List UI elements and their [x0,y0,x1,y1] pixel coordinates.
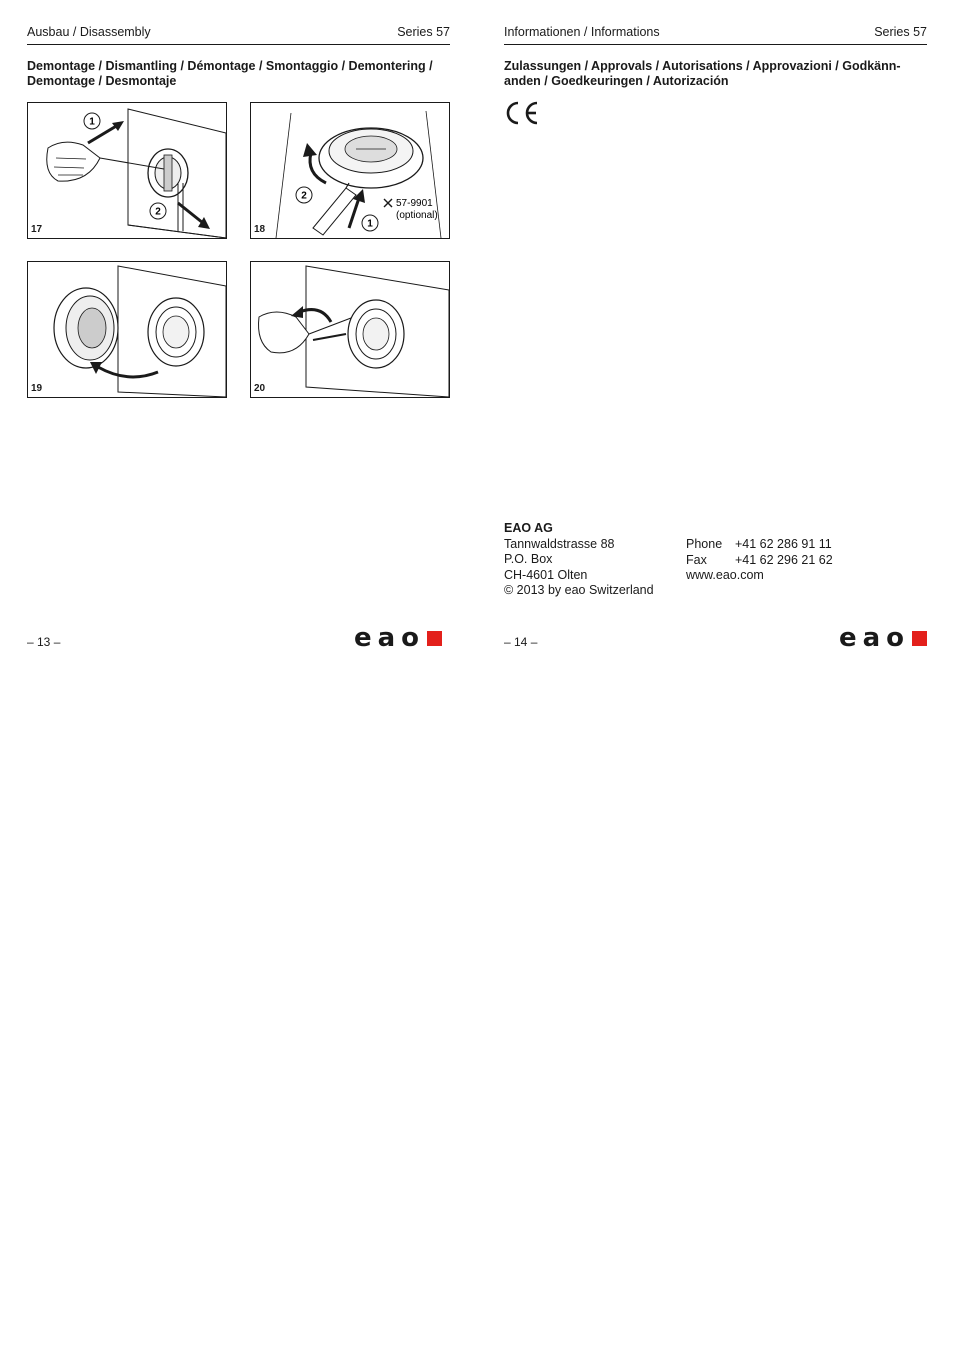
figure-19 [27,261,227,398]
header-series: Series 57 [397,25,450,39]
tool-code: 57-9901 [396,198,433,209]
page-header [504,24,927,45]
header-section-title: Ausbau / Disassembly [27,25,151,39]
phone-row [686,537,833,553]
logo-red-square [912,631,927,646]
figure-17-number: 17 [31,224,43,235]
logo-text: eao [353,623,425,653]
fax-label: Fax [686,552,707,567]
figure-18 [250,102,450,239]
tool-icon [384,199,392,207]
ce-mark-icon [504,100,540,126]
page-number: – 14 – [504,635,538,649]
website-link[interactable]: www.eao.com [686,568,764,582]
page-header [27,24,450,45]
figure-18-step-1: 1 [367,218,373,230]
copyright: © 2013 by eao Switzerland [504,583,654,597]
header-series: Series 57 [874,25,927,39]
figure-19-illustration [28,262,226,397]
page-number: – 13 – [27,635,61,649]
figure-20-number: 20 [254,383,266,394]
fax-row [686,553,833,569]
section-title-line-1: Zulassungen / Approvals / Autorisations / Approvazioni / Godkänn- [504,59,901,73]
eao-logo [839,625,927,651]
section-title-line-2: anden / Goedkeuringen / Autorización [504,74,729,88]
company-box: P.O. Box [504,552,553,566]
section-title-line-2: Demontage / Desmontaje [27,74,177,88]
logo-text: eao [838,623,910,653]
company-street: Tannwaldstrasse 88 [504,536,615,551]
company-name: EAO AG [504,521,553,535]
figure-18-illustration [251,103,449,238]
tool-note: (optional) [396,210,438,221]
figure-17 [27,102,227,239]
phone-number: +41 62 286 91 11 [735,537,832,551]
phone-label: Phone [686,537,723,551]
section-title [27,59,450,89]
figure-17-illustration [28,103,226,238]
company-address [504,521,654,599]
company-city: CH-4601 Olten [504,567,588,582]
company-contact [686,537,833,584]
eao-logo [354,625,442,651]
header-section-title: Informationen / Informations [504,25,660,39]
figure-19-number: 19 [31,383,43,394]
figure-17-step-2: 2 [155,206,161,218]
figure-18-step-2: 2 [301,190,307,202]
section-title-line-1: Demontage / Dismantling / Démontage / Smontaggio / Demontering / [27,59,433,73]
section-title [504,59,927,89]
figure-18-number: 18 [254,224,266,235]
figure-20-illustration [251,262,449,397]
logo-red-square [427,631,442,646]
figure-20 [250,261,450,398]
fax-number: +41 62 296 21 62 [735,552,833,567]
figure-17-step-1: 1 [89,116,95,128]
